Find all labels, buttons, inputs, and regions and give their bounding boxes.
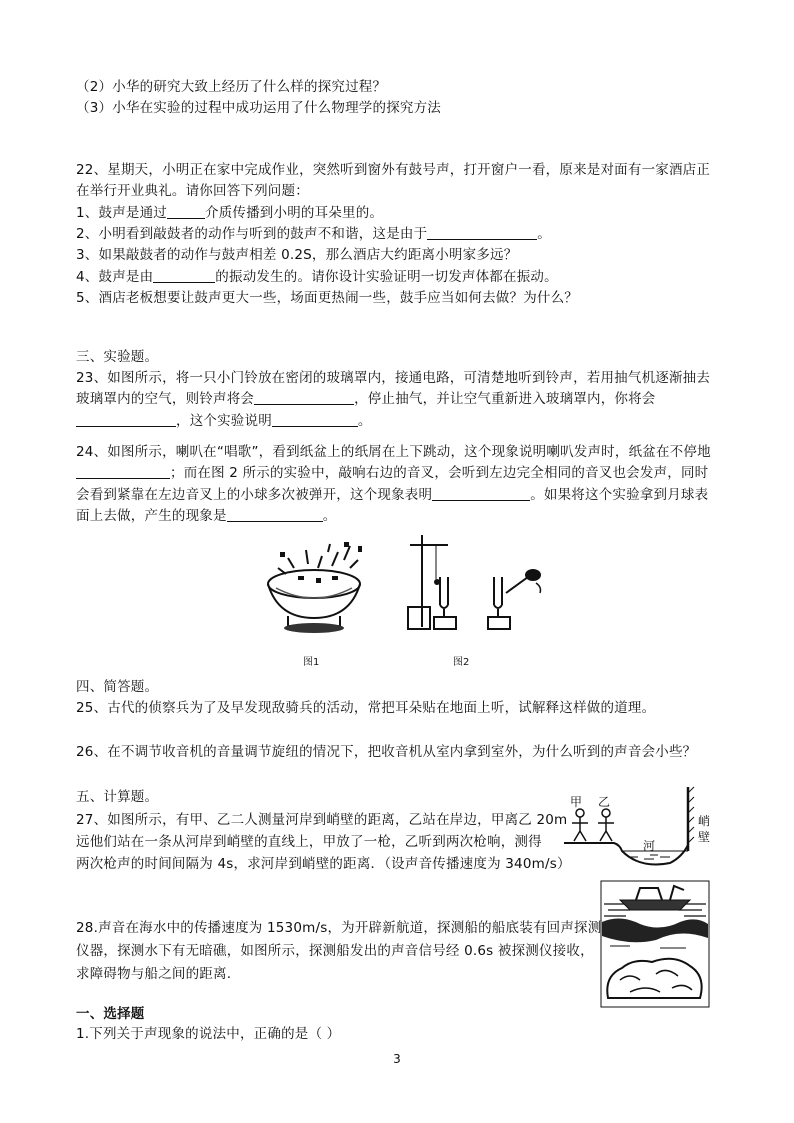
q22-item4-text-a: 4、鼓声是由 [76,269,154,285]
answer-blank[interactable] [76,412,176,427]
section5-title: 五、计算题。 [76,789,159,805]
section3-title: 三、实验题。 [76,349,159,365]
q25-text: 25、古代的侦察兵为了及早发现敌骑兵的活动，常把耳朵贴在地面上听，试解释这样做的道理。 [76,700,656,716]
answer-blank[interactable] [227,507,323,522]
q22-item1-text-b: 介质传播到小明的耳朵里的。 [205,205,384,221]
q23-line1: 23、如图所示，将一只小门铃放在密闭的玻璃罩内，接通电路，可清楚地听到铃声，若用抽气机逐渐抽去 [76,370,711,386]
q27-line2: 远他们站在一条从河岸到峭壁的直线上，甲放了一枪，乙听到两次枪响，测得 [76,834,542,850]
answer-blank[interactable] [153,268,215,283]
q23-line2 [76,389,656,409]
q23-line3-text-c: 。 [357,413,372,429]
q24-line4-text-b: 。 [322,508,337,524]
q24-line3-text-b: 。如果将这个实验拿到月球表 [530,487,709,503]
section4-title: 四、简答题。 [76,679,159,695]
speaker-figure [258,538,378,638]
answer-blank[interactable] [272,412,358,427]
q22-item2 [76,224,551,244]
answer-blank[interactable] [167,204,205,219]
q28-line2: 仪器，探测水下有无暗礁，如图所示，探测船发出的声音信号经 0.6s 被探测仪接收， [76,943,594,959]
answer-blank[interactable] [254,390,354,405]
q22-item4-text-b: 的振动发生的。请你设计实验证明一切发声体都在振动。 [215,269,558,285]
q26-text: 26、在不调节收音机的音量调节旋纽的情况下，把收音机从室内拿到室外，为什么听到的声音会小些？ [76,744,697,760]
q24-line4-text-a: 面上去做，产生的现象是 [76,508,227,524]
q22-intro-line1: 22、星期天，小明正在家中完成作业，突然听到窗外有鼓号声，打开窗户一看，原来是对面有一家酒店正 [76,162,711,178]
q24-line2-text-b: ；而在图 2 所示的实验中，敲响右边的音叉，会听到左边完全相同的音叉也会发声，同时 [170,465,709,481]
q21-sub3: （3）小华在实验的过程中成功运用了什么物理学的探究方法 [76,100,441,116]
answer-blank[interactable] [432,486,530,501]
figure2-caption: 图2 [453,657,470,668]
cliff-label-2: 壁 [698,830,711,844]
q23-line2-text-a: 玻璃罩内的空气，则铃声将会 [76,391,255,407]
q24-line3 [76,485,708,505]
q27-line1: 27、如图所示，有甲、乙二人测量河岸到峭壁的距离，乙站在岸边，甲离乙 20m [76,812,568,828]
q28-line3: 求障碍物与船之间的距离. [76,966,232,982]
ship-reef-figure [600,880,710,1008]
person-jia-label: 甲 [570,795,583,809]
q22-item5: 5、酒店老板想要让鼓声更大一些，场面更热闹一些，鼓手应当如何去做？为什么？ [76,290,578,306]
river-label: 河 [643,839,656,853]
q23-line3 [76,411,372,431]
q21-sub2: （2）小华的研究大致上经历了什么样的探究过程？ [76,79,387,95]
q22-item2-text-b: 。 [537,226,551,242]
figure1-caption: 图1 [303,657,320,668]
q24-line1: 24、如图所示，喇叭在“唱歌”，看到纸盆上的纸屑在上下跳动，这个现象说明喇叭发声时，纸盆在不停地 [76,444,711,460]
cliff-river-figure [560,785,715,885]
q22-item4 [76,267,558,287]
q28-line1: 28.声音在海水中的传播速度为 1530m/s，为开辟新航道，探测船的船底装有回声探测 [76,920,602,936]
q24-line4 [76,506,336,526]
q22-item1-text-a: 1、鼓声是通过 [76,205,167,221]
tuning-fork-figure [400,535,550,640]
answer-blank[interactable] [76,464,170,479]
q23-line2-text-b: ，停止抽气，并让空气重新进入玻璃罩内，你将会 [354,391,656,407]
q23-line3-text-b: ，这个实验说明 [176,413,272,429]
q24-line3-text-a: 会看到紧靠在左边音叉上的小球多次被弹开，这个现象表明 [76,487,433,503]
person-yi-label: 乙 [598,795,611,809]
cliff-label-1: 峭 [698,814,711,828]
q22-item1 [76,203,383,223]
q24-line2 [76,463,708,483]
q27-line3: 两次枪声的时间间隔为 4s，求河岸到峭壁的距离．（设声音传播速度为 340m/s） [76,856,571,872]
q22-intro-line2: 在举行开业典礼。请你回答下列问题： [76,183,309,199]
q22-item3: 3、如果敲鼓者的动作与鼓声相差 0.2S，那么酒店大约距离小明家多远？ [76,247,518,263]
page-number: 3 [393,1052,401,1066]
answer-blank[interactable] [427,225,537,240]
section1-title: 一、选择题 [76,1006,145,1022]
q1-text: 1.下列关于声现象的说法中，正确的是（ ） [76,1026,341,1042]
q22-item2-text-a: 2、小明看到敲鼓者的动作与听到的鼓声不和谐，这是由于 [76,226,428,242]
